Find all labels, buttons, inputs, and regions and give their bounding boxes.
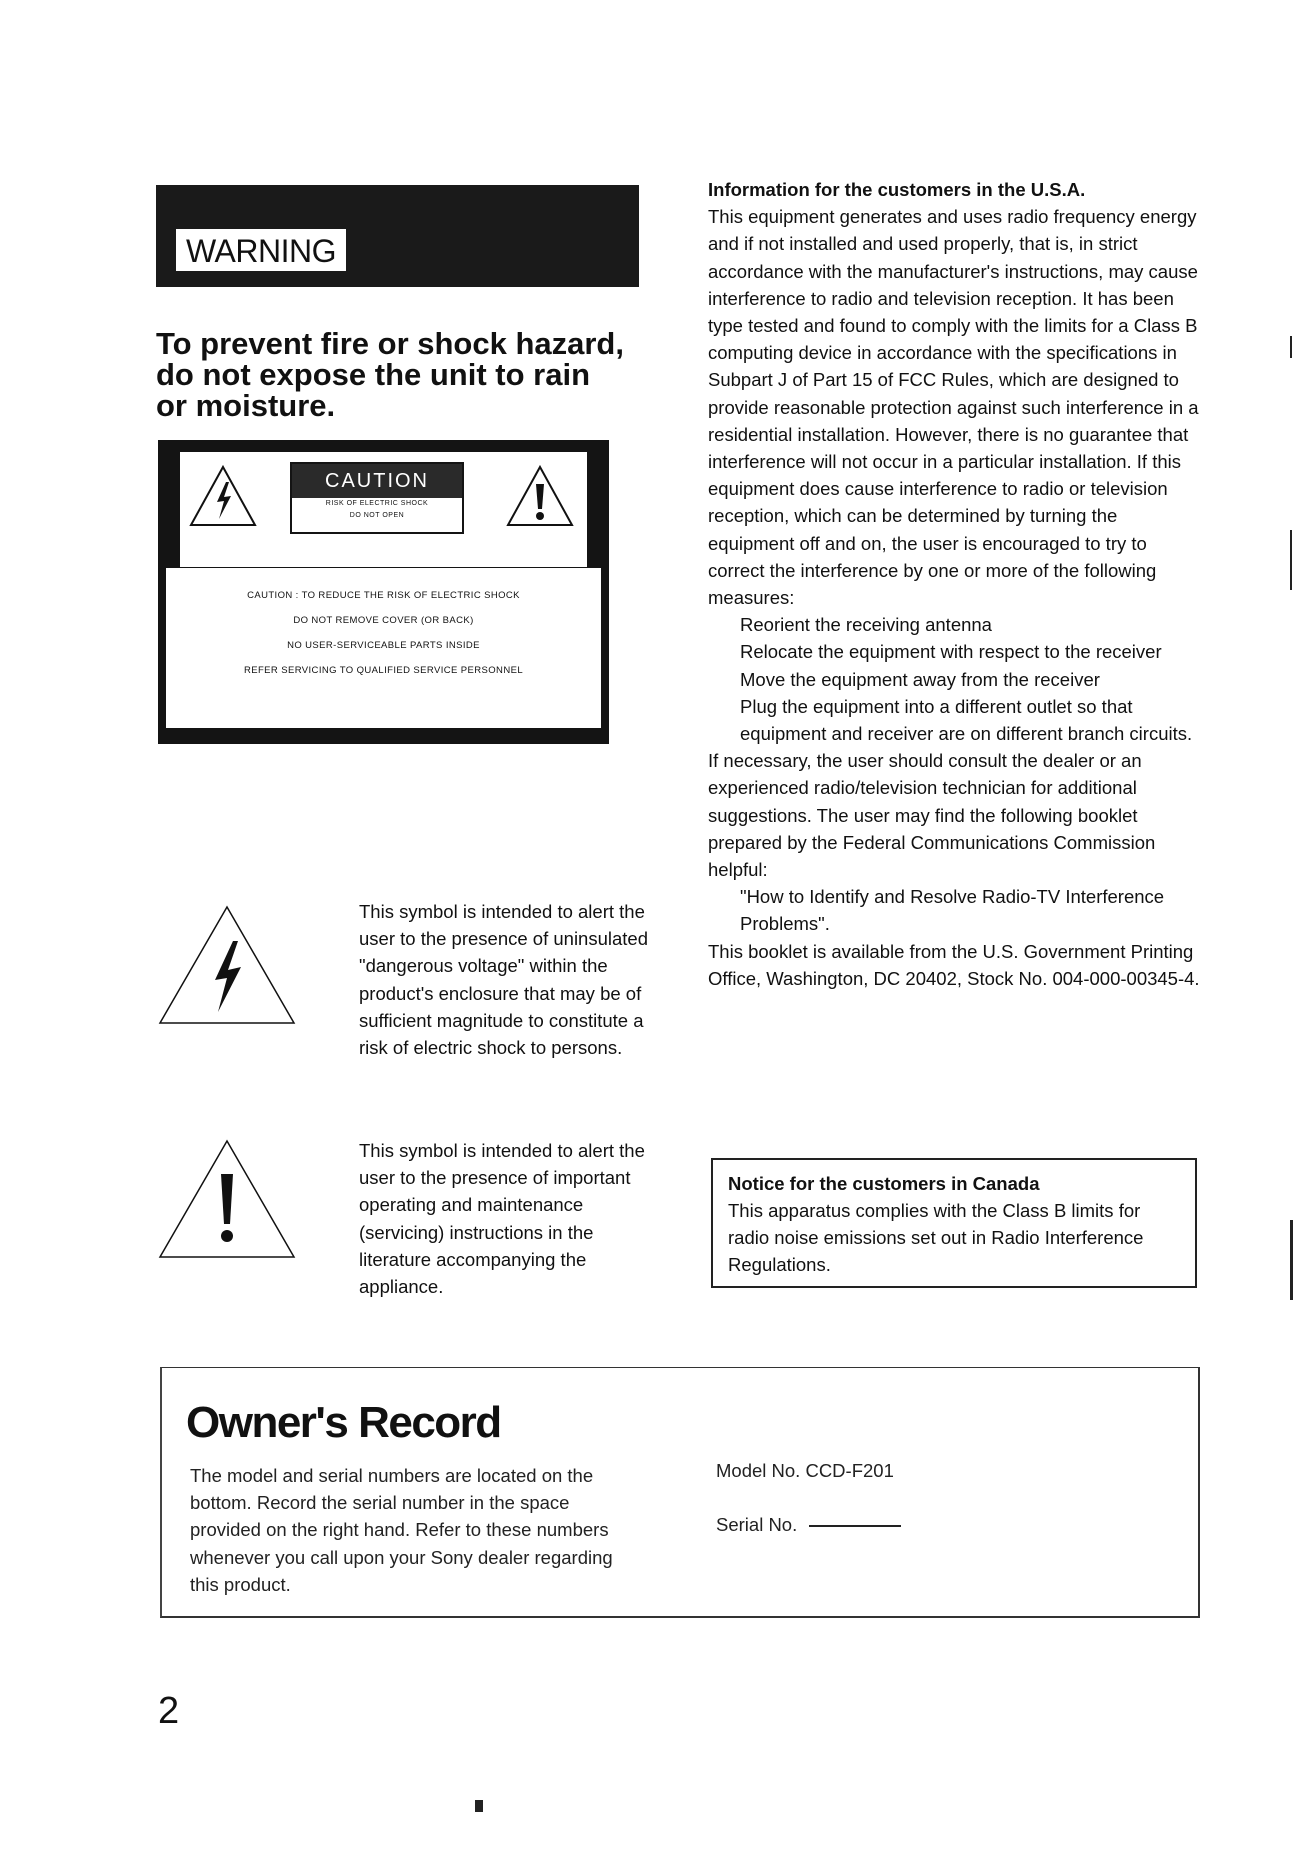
usa-info-consult: If necessary, the user should consult the dealer or an experienced radio/television technician for additional suggestions. The user may find the following booklet prepared by the Federal Communications Commission helpful: <box>708 750 1156 881</box>
booklet-availability: This booklet is available from the U.S. Government Printing Office, Washington, DC 20402, Stock No. 004-000-00345-4. <box>708 940 1200 989</box>
margin-mark <box>1290 530 1292 590</box>
serial-number-row <box>716 1514 901 1536</box>
measure-item: Move the equipment away from the receiver <box>740 668 1100 690</box>
caution-instructions <box>166 568 601 728</box>
caution-subtitle-1: RISK OF ELECTRIC SHOCK <box>325 500 429 507</box>
lightning-symbol-text: This symbol is intended to alert the user to the presence of uninsulated "dangerous voltage" within the product's enclosure that may be of sufficient magnitude to constitute a risk of electric shock to persons. <box>359 901 648 1059</box>
exclamation-warning-icon <box>505 464 575 528</box>
canada-notice-body: This apparatus complies with the Class B limits for radio noise emissions set out in Radio Interference Regulations. <box>728 1200 1144 1275</box>
serial-number-blank[interactable] <box>809 1525 901 1527</box>
caution-line: CAUTION : TO REDUCE THE RISK OF ELECTRIC SHOCK <box>247 590 520 601</box>
caution-title: CAUTION <box>292 464 462 498</box>
margin-mark <box>1290 1220 1293 1300</box>
usa-customer-info <box>708 176 1208 992</box>
hazard-headline: To prevent fire or shock hazard, do not expose the unit to rain or moisture. <box>156 326 624 423</box>
warning-label: WARNING <box>176 229 346 271</box>
margin-mark <box>1290 336 1292 358</box>
serial-number-label: Serial No. <box>716 1514 798 1535</box>
model-number: Model No. CCD-F201 <box>716 1460 894 1481</box>
caution-line: REFER SERVICING TO QUALIFIED SERVICE PERSONNEL <box>243 665 523 676</box>
canada-notice-box <box>711 1158 1197 1288</box>
margin-mark <box>475 1800 483 1812</box>
owners-record-box <box>160 1367 1200 1618</box>
page-number: 2 <box>158 1690 180 1732</box>
owners-record-title: Owner's Record <box>186 1398 501 1447</box>
canada-notice-title: Notice for the customers in Canada <box>728 1173 1040 1194</box>
measure-item: Reorient the receiving antenna <box>740 614 992 636</box>
caution-header <box>180 452 587 567</box>
caution-line: NO USER-SERVICEABLE PARTS INSIDE <box>287 640 480 651</box>
booklet-title: "How to Identify and Resolve Radio-TV Interference Problems". <box>740 886 1165 935</box>
exclamation-symbol-text: This symbol is intended to alert the user to the presence of important operating and maintenance (servicing) instructions in the literature accompanying the appliance. <box>359 1140 645 1298</box>
usa-info-body: This equipment generates and uses radio frequency energy and if not installed and used properly, that is, in strict accordance with the manufacturer's instructions, may cause interference to radio and television reception. It has been type tested and found to comply with the limits for a Class B computing device in accordance with the specifications in Subpart J of Part 15 of FCC Rules, which are designed to provide reasonable protection against such interference in a residential installation. However, there is no guarantee that interference will not occur in a particular installation. If this equipment does cause interference to radio or television reception, which can be determined by turning the equipment off and on, the user is encouraged to try to correct the interference by one or more of the following measures: <box>708 206 1199 609</box>
caution-line: DO NOT REMOVE COVER (OR BACK) <box>293 615 474 626</box>
lightning-warning-icon <box>188 464 258 528</box>
lightning-symbol-icon <box>157 904 297 1026</box>
measure-item: Plug the equipment into a different outlet so that equipment and receiver are on different branch circuits. <box>740 695 1193 745</box>
owners-record-body: The model and serial numbers are located on the bottom. Record the serial number in the space provided on the right hand. Refer to these numbers whenever you call upon your Sony dealer regarding this product. <box>190 1465 613 1595</box>
exclamation-symbol-icon <box>157 1138 297 1260</box>
caution-subtitle-2: DO NOT OPEN <box>349 512 405 519</box>
caution-label-panel <box>158 440 609 744</box>
caution-title-box <box>290 462 464 534</box>
measure-item: Relocate the equipment with respect to the receiver <box>740 641 1162 663</box>
usa-info-title: Information for the customers in the U.S.A. <box>708 179 1086 200</box>
warning-banner <box>156 185 639 287</box>
